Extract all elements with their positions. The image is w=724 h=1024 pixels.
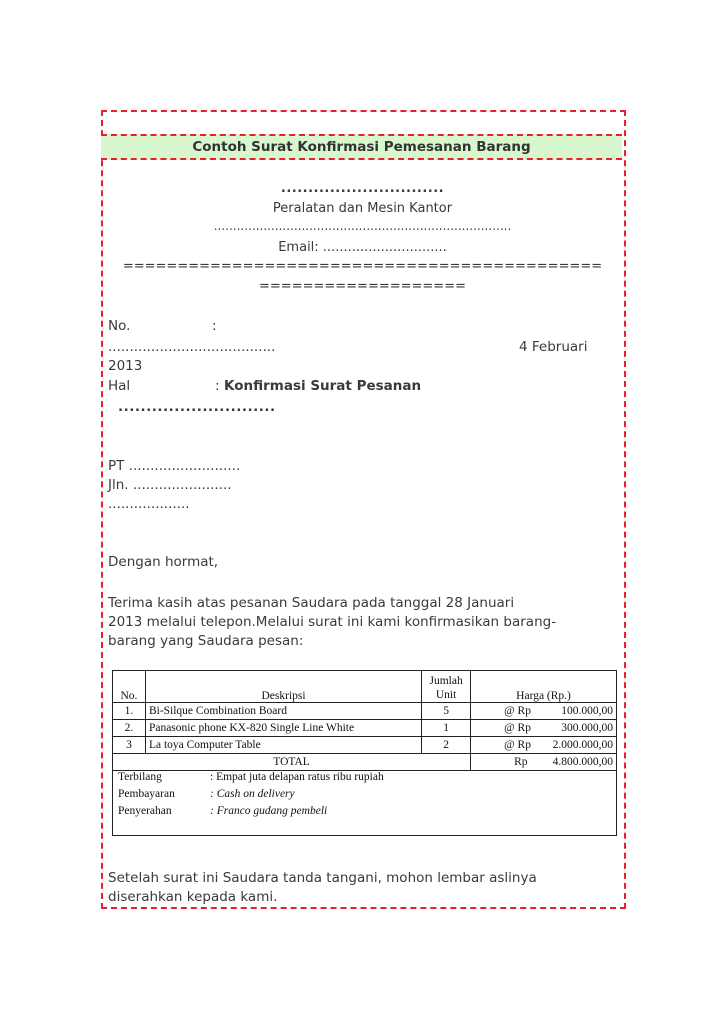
- terms-amount-in-words: [118, 771, 384, 783]
- row-price-value: 300.000,00: [561, 722, 613, 734]
- amount-in-words-value: : Empat juta delapan ratus ribu rupiah: [210, 771, 384, 783]
- subject-label: Hal: [108, 378, 131, 394]
- line-of-business: Peralatan dan Mesin Kantor: [272, 201, 453, 216]
- table-row: [113, 703, 617, 720]
- row-description: Panasonic phone KX-820 Single Line White: [145, 720, 421, 737]
- separator-line-1: ============================================: [122, 259, 603, 274]
- payment-label: Pembayaran: [118, 788, 175, 800]
- opening-paragraph-line-1: Terima kasih atas pesanan Saudara pada tanggal 28 Januari: [108, 595, 515, 611]
- separator-line-2: ===================: [259, 279, 466, 294]
- row-price: [471, 737, 617, 754]
- row-quantity: 1: [422, 720, 471, 737]
- total-row: [113, 754, 617, 771]
- row-quantity: 5: [422, 703, 471, 720]
- row-quantity: 2: [422, 737, 471, 754]
- terms-payment: [118, 788, 295, 800]
- recipient-company: PT ..........................: [108, 458, 241, 474]
- title-banner: [101, 134, 622, 160]
- payment-value: : Cash on delivery: [210, 788, 295, 800]
- payment-terms-box: [112, 770, 617, 836]
- total-label: TOTAL: [113, 754, 471, 771]
- row-description: Bi-Silque Combination Board: [145, 703, 421, 720]
- letter-date-year: 2013: [108, 358, 143, 374]
- address-placeholder: ..............................................................................: [213, 219, 512, 233]
- subject-placeholder: ............................: [118, 399, 276, 415]
- opening-paragraph-line-3: barang yang Saudara pesan:: [108, 633, 304, 649]
- header-no: No.: [113, 671, 146, 703]
- row-price-currency: @ Rp: [504, 739, 531, 751]
- subject-value: Konfirmasi Surat Pesanan: [224, 378, 422, 394]
- salutation: Dengan hormat,: [108, 554, 219, 570]
- email-line: Email: ..............................: [278, 240, 447, 255]
- table-row: [113, 737, 617, 754]
- header-quantity: [422, 671, 471, 703]
- row-price-currency: @ Rp: [504, 722, 531, 734]
- row-description: La toya Computer Table: [145, 737, 421, 754]
- table-row: [113, 720, 617, 737]
- total-currency: Rp: [514, 756, 528, 768]
- row-price-value: 100.000,00: [561, 705, 613, 717]
- header-description: Deskripsi: [145, 671, 421, 703]
- row-no: 2.: [113, 720, 146, 737]
- total-value: 4.800.000,00: [552, 756, 613, 768]
- letter-date: 4 Februari: [519, 339, 588, 355]
- closing-paragraph-line-1: Setelah surat ini Saudara tanda tangani, mohon lembar aslinya: [108, 870, 537, 886]
- terms-delivery: [118, 805, 327, 817]
- order-table: [112, 670, 617, 771]
- closing-paragraph-line-2: diserahkan kepada kami.: [108, 889, 278, 905]
- number-label: No.: [108, 318, 131, 334]
- total-price: [471, 754, 617, 771]
- row-price: [471, 720, 617, 737]
- amount-in-words-label: Terbilang: [118, 771, 162, 783]
- row-price: [471, 703, 617, 720]
- header-quantity-line-1: Jumlah: [429, 675, 463, 687]
- row-no: 3: [113, 737, 146, 754]
- row-price-currency: @ Rp: [504, 705, 531, 717]
- subject-colon: :: [215, 378, 220, 394]
- number-value: .......................................: [108, 339, 276, 355]
- table-header-row: [113, 671, 617, 703]
- recipient-city: ...................: [108, 496, 190, 512]
- company-name-placeholder: ..............................: [280, 181, 445, 196]
- header-quantity-line-2: Unit: [435, 689, 457, 701]
- row-price-value: 2.000.000,00: [552, 739, 613, 751]
- recipient-street: Jln. .......................: [108, 477, 232, 493]
- delivery-value: : Franco gudang pembeli: [210, 805, 328, 817]
- header-price: Harga (Rp.): [471, 671, 617, 703]
- document-title: Contoh Surat Konfirmasi Pemesanan Barang: [192, 139, 531, 155]
- row-no: 1.: [113, 703, 146, 720]
- number-colon: :: [212, 318, 217, 334]
- opening-paragraph-line-2: 2013 melalui telepon.Melalui surat ini kami konfirmasikan barang-: [108, 614, 557, 630]
- delivery-label: Penyerahan: [118, 805, 172, 817]
